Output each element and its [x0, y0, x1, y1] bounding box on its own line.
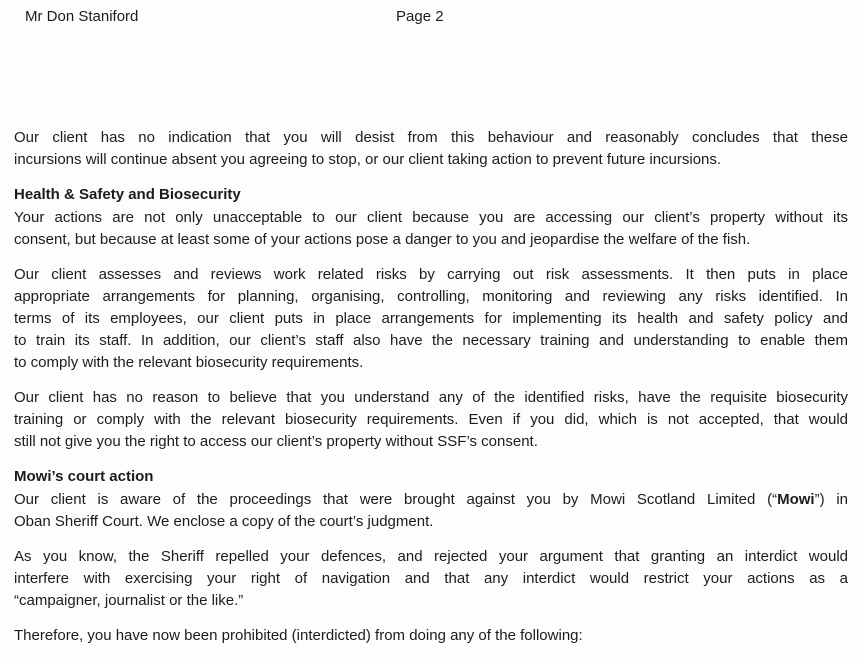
text-segment: Our client is aware of the proceedings that were brought against you by Mowi Scotland Limited (“ [14, 491, 778, 508]
text-segment: ”) in [814, 491, 848, 508]
text-segment: interfere with exercising your right of navigation and that any interdict would restrict your actions as a [14, 570, 848, 587]
paragraph [14, 207, 848, 251]
text-line [14, 229, 848, 251]
text-segment: Our client assesses and reviews work related risks by carrying out risk assessments. It then puts in place [14, 266, 848, 283]
text-segment: terms of its employees, our client puts in place arrangements for implementing its health and safety policy and [14, 310, 848, 327]
text-line [14, 387, 848, 409]
text-line [14, 286, 848, 308]
text-line [14, 149, 848, 171]
paragraph [14, 625, 848, 647]
text-segment: appropriate arrangements for planning, organising, controlling, monitoring and reviewing any risks identified. In [14, 288, 848, 305]
text-segment: Our client has no indication that you will desist from this behaviour and reasonably concludes that these [14, 129, 848, 146]
text-line [14, 352, 848, 374]
paragraph [14, 546, 848, 612]
text-segment: consent, but because at least some of your actions pose a danger to you and jeopardise the welfare of the fish. [14, 231, 751, 248]
text-line [14, 546, 848, 568]
recipient-name: Mr Don Staniford [25, 8, 139, 25]
text-segment: training or comply with the relevant biosecurity requirements. Even if you did, which is not accepted, that would [14, 411, 848, 428]
text-line [14, 568, 848, 590]
text-segment: As you know, the Sheriff repelled your defences, and rejected your argument that granting an interdict would [14, 548, 848, 565]
text-line [14, 127, 848, 149]
paragraph [14, 127, 848, 171]
text-segment: Your actions are not only unacceptable to our client because you are accessing our client’s property without its [14, 209, 848, 226]
text-segment: Our client has no reason to believe that you understand any of the identified risks, have the requisite biosecurity [14, 389, 848, 406]
text-segment: to comply with the relevant biosecurity requirements. [14, 354, 364, 371]
text-line [14, 511, 848, 533]
text-line [14, 431, 848, 453]
section-heading: Mowi’s court action [14, 468, 154, 485]
paragraph [14, 387, 848, 453]
text-segment: still not give you the right to access our client’s property without SSF’s consent. [14, 433, 538, 450]
text-segment: Therefore, you have now been prohibited (interdicted) from doing any of the following: [14, 627, 583, 644]
bold-text: Mowi [777, 491, 815, 508]
text-line [14, 330, 848, 352]
document-body [14, 0, 848, 647]
text-line [14, 207, 848, 229]
text-line [14, 308, 848, 330]
paragraph [14, 264, 848, 374]
page-number: Page 2 [396, 8, 444, 25]
paragraph [14, 489, 848, 533]
text-line [14, 264, 848, 286]
text-segment: Oban Sheriff Court. We enclose a copy of the court’s judgment. [14, 513, 434, 530]
text-segment: incursions will continue absent you agreeing to stop, or our client taking action to prevent future incursions. [14, 151, 722, 168]
text-line [14, 489, 848, 511]
text-line [14, 409, 848, 431]
text-segment: to train its staff. In addition, our client’s staff also have the necessary training and understanding to enable them [14, 332, 848, 349]
text-line [14, 625, 848, 647]
text-line [14, 590, 848, 612]
text-segment: “campaigner, journalist or the like.” [14, 592, 244, 609]
section-heading: Health & Safety and Biosecurity [14, 186, 241, 203]
